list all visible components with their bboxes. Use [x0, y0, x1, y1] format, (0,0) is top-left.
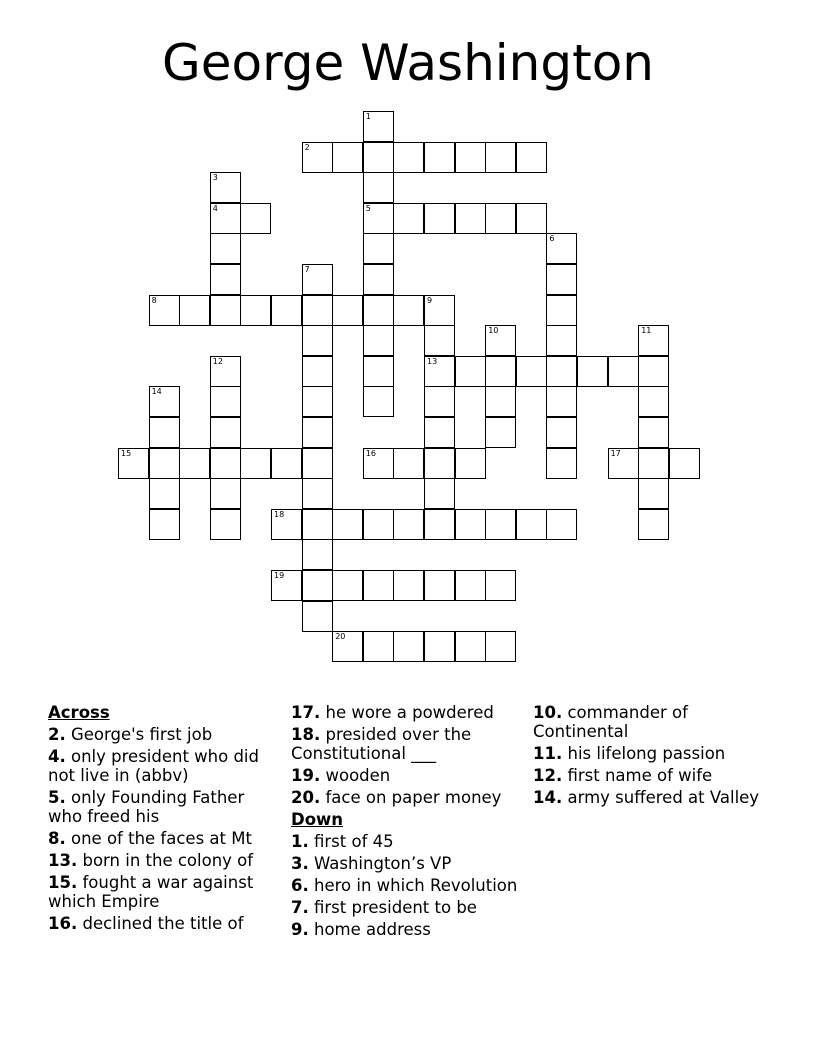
grid-cell[interactable] — [424, 325, 455, 356]
grid-cell[interactable] — [210, 295, 241, 326]
grid-cell[interactable] — [302, 448, 333, 479]
cell-number: 16 — [365, 448, 376, 458]
grid-cell[interactable] — [393, 142, 424, 173]
grid-cell[interactable] — [546, 295, 577, 326]
grid-cell[interactable] — [424, 631, 455, 662]
grid-cell[interactable] — [149, 417, 180, 448]
grid-cell[interactable] — [638, 356, 669, 387]
grid-cell[interactable] — [302, 356, 333, 387]
grid-cell[interactable] — [424, 142, 455, 173]
cell-number: 9 — [427, 295, 433, 305]
clue-across-4: 4. only president who did not live in (abbv) — [48, 747, 259, 785]
cell-number: 17 — [610, 448, 621, 458]
clue-across-15: 15. fought a war against which Empire — [48, 873, 254, 911]
grid-cell[interactable] — [608, 356, 639, 387]
grid-cell[interactable] — [363, 295, 394, 326]
cell-number: 18 — [274, 509, 285, 519]
grid-cell[interactable] — [302, 142, 333, 173]
grid-cell[interactable] — [546, 417, 577, 448]
grid-cell[interactable] — [363, 172, 394, 203]
grid-cell[interactable] — [302, 417, 333, 448]
grid-cell[interactable] — [240, 448, 271, 479]
cell-number: 3 — [212, 173, 218, 183]
cell-number: 12 — [212, 356, 223, 366]
grid-cell[interactable] — [638, 478, 669, 509]
grid-cell[interactable] — [210, 417, 241, 448]
grid-cell[interactable] — [302, 478, 333, 509]
clue-down-7: 7. first president to be — [291, 898, 477, 917]
grid-cell[interactable] — [302, 539, 333, 570]
down-heading: Down — [291, 810, 344, 829]
grid-cell[interactable] — [302, 264, 333, 295]
grid-cell[interactable] — [149, 478, 180, 509]
grid-cell[interactable] — [363, 631, 394, 662]
grid-cell[interactable] — [424, 478, 455, 509]
grid-cell[interactable] — [424, 295, 455, 326]
grid-cell[interactable] — [485, 203, 516, 234]
grid-cell[interactable] — [516, 142, 547, 173]
grid-cell[interactable] — [271, 570, 302, 601]
grid-cell[interactable] — [424, 509, 455, 540]
grid-cell[interactable] — [363, 325, 394, 356]
clue-down-9: 9. home address — [291, 920, 431, 939]
grid-cell[interactable] — [210, 233, 241, 264]
grid-cell[interactable] — [455, 570, 486, 601]
grid-cell[interactable] — [210, 448, 241, 479]
grid-cell[interactable] — [638, 386, 669, 417]
cell-number: 14 — [151, 387, 162, 397]
grid-cell[interactable] — [546, 509, 577, 540]
grid-cell[interactable] — [577, 356, 608, 387]
cell-number: 7 — [304, 265, 310, 274]
cell-number: 1 — [365, 112, 371, 121]
cell-number: 6 — [549, 234, 555, 244]
grid-cell[interactable] — [363, 509, 394, 540]
grid-cell[interactable] — [332, 142, 363, 173]
grid-cell[interactable] — [302, 509, 333, 540]
grid-cell[interactable] — [271, 448, 302, 479]
clue-across-2: 2. George's first job — [48, 725, 213, 744]
clues-column-3 — [533, 703, 761, 810]
grid-cell[interactable] — [332, 631, 363, 662]
grid-cell[interactable] — [424, 417, 455, 448]
clue-down-10: 10. commander of Continental — [533, 703, 688, 741]
grid-cell[interactable] — [271, 295, 302, 326]
grid-cell[interactable] — [363, 386, 394, 417]
cell-number: 11 — [641, 326, 652, 336]
grid-cell[interactable] — [393, 509, 424, 540]
grid-cell[interactable] — [546, 325, 577, 356]
grid-cell[interactable] — [363, 111, 394, 142]
grid-cell[interactable] — [393, 448, 424, 479]
grid-cell[interactable] — [393, 631, 424, 662]
cell-number: 4 — [212, 203, 218, 213]
grid-cell[interactable] — [363, 142, 394, 173]
grid-cell[interactable] — [302, 601, 333, 632]
grid-cell[interactable] — [516, 203, 547, 234]
grid-cell[interactable] — [149, 386, 180, 417]
grid-cell[interactable] — [149, 448, 180, 479]
clue-down-6: 6. hero in which Revolution — [291, 876, 518, 895]
grid-cell[interactable] — [149, 509, 180, 540]
grid-cell[interactable] — [118, 448, 149, 479]
clue-across-16: 16. declined the title of — [48, 914, 244, 933]
grid-cell[interactable] — [485, 386, 516, 417]
grid-cell[interactable] — [485, 631, 516, 662]
cell-number: 2 — [304, 142, 310, 152]
grid-cell[interactable] — [363, 356, 394, 387]
grid-cell[interactable] — [393, 570, 424, 601]
grid-cell[interactable] — [485, 356, 516, 387]
across-heading: Across — [48, 703, 110, 722]
grid-cell[interactable] — [363, 203, 394, 234]
grid-cell[interactable] — [669, 448, 700, 479]
grid-cell[interactable] — [638, 509, 669, 540]
grid-cell[interactable] — [210, 356, 241, 387]
grid-cell[interactable] — [302, 295, 333, 326]
grid-cell[interactable] — [210, 264, 241, 295]
clue-across-5: 5. only Founding Father who freed his — [48, 788, 245, 826]
clue-across-19: 19. wooden — [291, 766, 391, 785]
cell-number: 5 — [365, 203, 371, 213]
cell-number: 13 — [427, 356, 438, 366]
grid-cell[interactable] — [302, 325, 333, 356]
clue-down-3: 3. Washington’s VP — [291, 854, 452, 873]
grid-cell[interactable] — [210, 509, 241, 540]
grid-cell[interactable] — [485, 142, 516, 173]
grid-cell[interactable] — [424, 386, 455, 417]
grid-cell[interactable] — [332, 509, 363, 540]
grid-cell[interactable] — [424, 448, 455, 479]
grid-cell[interactable] — [485, 570, 516, 601]
clue-down-11: 11. his lifelong passion — [533, 744, 726, 763]
grid-cell[interactable] — [455, 203, 486, 234]
cell-number: 15 — [121, 448, 132, 458]
grid-cell[interactable] — [332, 295, 363, 326]
grid-cell[interactable] — [638, 448, 669, 479]
grid-cell[interactable] — [179, 295, 210, 326]
grid-cell[interactable] — [546, 233, 577, 264]
grid-cell[interactable] — [363, 570, 394, 601]
clues-column-2 — [291, 703, 519, 942]
clue-down-1: 1. first of 45 — [291, 832, 394, 851]
grid-cell[interactable] — [393, 295, 424, 326]
clue-across-13: 13. born in the colony of — [48, 851, 254, 870]
grid-cell[interactable] — [455, 631, 486, 662]
grid-cell[interactable] — [210, 478, 241, 509]
clue-down-14: 14. army suffered at Valley — [533, 788, 760, 807]
grid-cell[interactable] — [485, 325, 516, 356]
cell-number: 20 — [335, 632, 346, 642]
clue-across-18: 18. presided over the Constitutional ___ — [291, 725, 472, 763]
cell-number: 10 — [488, 326, 499, 336]
grid-cell[interactable] — [393, 203, 424, 234]
grid-cell[interactable] — [546, 448, 577, 479]
puzzle-title: George Washington — [162, 34, 654, 92]
cell-number: 19 — [274, 571, 285, 580]
clue-down-12: 12. first name of wife — [533, 766, 713, 785]
grid-cell[interactable] — [210, 203, 241, 234]
grid-cell[interactable] — [546, 386, 577, 417]
clue-across-17: 17. he wore a powdered — [291, 703, 494, 722]
grid-cell[interactable] — [210, 386, 241, 417]
grid-cell[interactable] — [302, 570, 333, 601]
grid-cell[interactable] — [455, 509, 486, 540]
grid-cell[interactable] — [485, 509, 516, 540]
grid-cell[interactable] — [363, 233, 394, 264]
grid-cell[interactable] — [485, 417, 516, 448]
grid-cell[interactable] — [424, 203, 455, 234]
grid-cell[interactable] — [638, 417, 669, 448]
grid-cell[interactable] — [455, 448, 486, 479]
grid-cell[interactable] — [149, 295, 180, 326]
grid-cell[interactable] — [516, 356, 547, 387]
grid-cell[interactable] — [546, 264, 577, 295]
clues-column-1 — [48, 703, 276, 936]
grid-cell[interactable] — [363, 448, 394, 479]
clue-across-8: 8. one of the faces at Mt — [48, 829, 252, 848]
grid-cell[interactable] — [455, 142, 486, 173]
grid-cell[interactable] — [271, 509, 302, 540]
clue-across-20: 20. face on paper money — [291, 788, 502, 807]
grid-cell[interactable] — [210, 172, 241, 203]
grid-cell[interactable] — [424, 356, 455, 387]
grid-cell[interactable] — [546, 356, 577, 387]
grid-cell[interactable] — [608, 448, 639, 479]
grid-cell[interactable] — [516, 509, 547, 540]
grid-cell[interactable] — [240, 203, 271, 234]
grid-cell[interactable] — [424, 570, 455, 601]
grid-cell[interactable] — [638, 325, 669, 356]
grid-cell[interactable] — [240, 295, 271, 326]
grid-cell[interactable] — [302, 386, 333, 417]
grid-cell[interactable] — [363, 264, 394, 295]
grid-cell[interactable] — [332, 570, 363, 601]
grid-cell[interactable] — [179, 448, 210, 479]
grid-cell[interactable] — [455, 356, 486, 387]
cell-number: 8 — [151, 295, 157, 305]
